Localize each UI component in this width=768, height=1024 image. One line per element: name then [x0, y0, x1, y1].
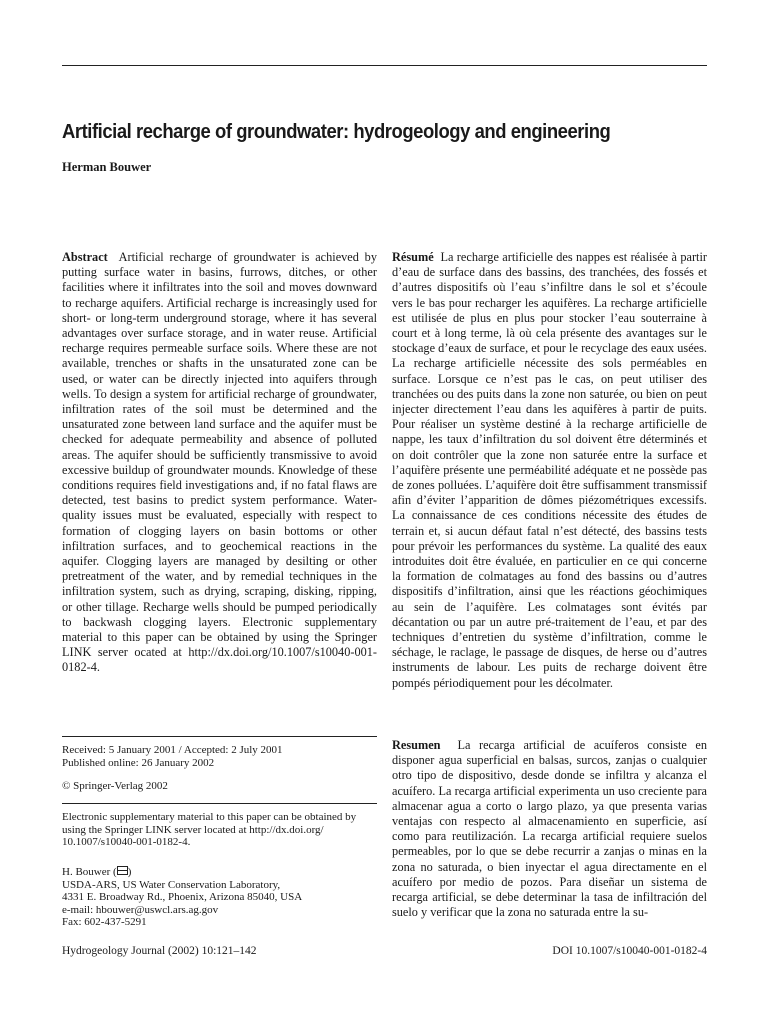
- published-online: Published online: 26 January 2002: [62, 756, 215, 769]
- doi-footer: DOI 10.1007/s10040-001-0182-4: [552, 945, 707, 957]
- abstract-label: Abstract: [62, 250, 108, 264]
- top-rule: [62, 65, 707, 66]
- paper-title: Artificial recharge of groundwater: hydrogeology and engineering: [62, 120, 611, 143]
- supplementary-note: [62, 811, 377, 849]
- correspondent-name: H. Bouwer: [62, 866, 111, 878]
- address-line-2: 4331 E. Broadway Rd., Phoenix, Arizona 85040, USA: [62, 891, 303, 904]
- notes-rule-top: [62, 736, 377, 737]
- envelope-icon: [117, 866, 128, 875]
- supplementary-text: Electronic supplementary material to this paper can be obtained by using the Springer LINK server located at http://dx.doi.org/ 10.1007/s10040-001-0182-4.: [62, 811, 357, 849]
- copyright-line: [62, 780, 377, 793]
- resumen-block: [392, 738, 707, 920]
- resumen-text: La recarga artificial de acuíferos consiste en disponer agua superficial en balsas, surcos, zanjas o cualquier otro tipo de dispositivo, desde donde se infiltra y alcanza el acuífero. La recarga artificial experimenta un uso creciente para almacenar agua a corto o largo plazo, ya que presenta varias ventajas con respecto al almacenamiento en superficie, así como para reutilización. La recarga artificial requiere suelos permeables, por lo que se debe recurrir a zanjas o minas en la zona no saturada, o bien inyectar el agua directamente en el acuífero por medio de pozos. Para diseñar un sistema de recarga artificial, se debe determinar la tasa de infiltración del suelo y verificar que la zona no saturada entre la su-: [392, 738, 707, 920]
- abstract-block: [62, 250, 377, 676]
- copyright: © Springer-Verlag 2002: [62, 780, 168, 792]
- dates-block: [62, 744, 377, 769]
- email-line: e-mail: hbouwer@uswcl.ars.ag.gov: [62, 903, 219, 916]
- received-accepted: Received: 5 January 2001 / Accepted: 2 July 2001: [62, 744, 283, 756]
- correspondence-line: H. Bouwer ( ): [62, 866, 132, 878]
- address-line-1: USDA-ARS, US Water Conservation Laboratory,: [62, 878, 281, 891]
- author-name: Herman Bouwer: [62, 160, 152, 174]
- resume-text: La recharge artificielle des nappes est réalisée à partir d’eau de surface dans des bassins, des tranchées, des fossés et d’autres dispositifs où l’eau s’infiltre dans le sol et s’écoule vers le bas pour recharger les aquifères. La recharge artificielle est utilisée de plus en plus pour stocker l’eau souterraine à court et à long terme, là où cela présente des avantages sur le stockage d’eaux de surface, et pour le recyclage des eaux usées. La recharge artificielle nécessite des sols perméables en surface. Lorsque ce n’est pas le cas, on peut utiliser des tranchées ou des puits dans la zone non saturée, ou bien on peut injecter directement l’eau dans les aquifères à partir de puits. Pour réaliser un système destiné à la recharge artificielle de nappe, les taux d’infiltration du sol doivent être déterminés et on doit contrôler que la zone non saturée entre la surface et l’aquifère présente une perméabilité adéquate et ne possède pas de zones polluées. L’aquifère doit être suffisamment transmissif afin d’éviter l’apparition de dômes piézométriques excessifs. La connaissance de ces conditions nécessite des études de terrain et, si aucun défaut fatal n’est détecté, des bassins tests pour prévoir les performances du système. La qualité des eaux introduites doit être évaluée, en particulier en ce qui concerne la formation de colmatages au fond des bassins ou d’autres dispositifs d’infiltration, ainsi que les réactions géochimiques au sein de l’aquifère. Les colmatages sont évités par décantation ou par un autre pré-traitement de l’eau, et par des techniques d’entretien du système d’infiltration, comme le séchage, le raclage, le passage de disques, de herse ou d’autres instruments de labour. Les puits de recharge doivent être pompés périodiquement pour les décolmater.: [392, 250, 707, 690]
- address-block: [62, 866, 377, 929]
- abstract-text: Artificial recharge of groundwater is achieved by putting surface water in basins, furrows, ditches, or other facilities where it infiltrates into the soil and moves downward to recharge aquifers. Artificial recharge is increasingly used for short- or long-term underground storage, where it has several advantages over surface storage, and in water reuse. Artificial recharge requires permeable surface soils. Where these are not available, trenches or shafts in the unsaturated zone can be used, or water can be directly injected into aquifers through wells. To design a system for artificial recharge of groundwater, infiltration rates of the soil must be determined and the unsaturated zone between land surface and the aquifer must be checked for adequate permeability and absence of polluted areas. The aquifer should be sufficiently transmissive to avoid excessive buildup of groundwater mounds. Knowledge of these conditions requires field investigations and, if no fatal flaws are detected, test basins to predict system performance. Water-quality issues must be evaluated, especially with respect to formation of clogging layers on basin bottoms or other infiltration surfaces, and to geochemical reactions in the aquifer. Clogging layers are managed by desilting or other pretreatment of the water, and by remedial techniques in the infiltration system, such as drying, scraping, disking, ripping, or other tillage. Recharge wells should be pumped periodically to backwash clogging layers. Electronic supplementary material to this paper can be obtained by using the Springer LINK server ocated at http://dx.doi.org/10.1007/s10040-001-0182-4.: [62, 250, 377, 675]
- resumen-label: Resumen: [392, 738, 441, 752]
- resume-block: [392, 250, 707, 691]
- fax-line: Fax: 602-437-5291: [62, 916, 147, 929]
- resume-label: Résumé: [392, 250, 434, 264]
- journal-citation: Hydrogeology Journal (2002) 10:121–142: [62, 945, 257, 957]
- notes-rule-middle: [62, 803, 377, 804]
